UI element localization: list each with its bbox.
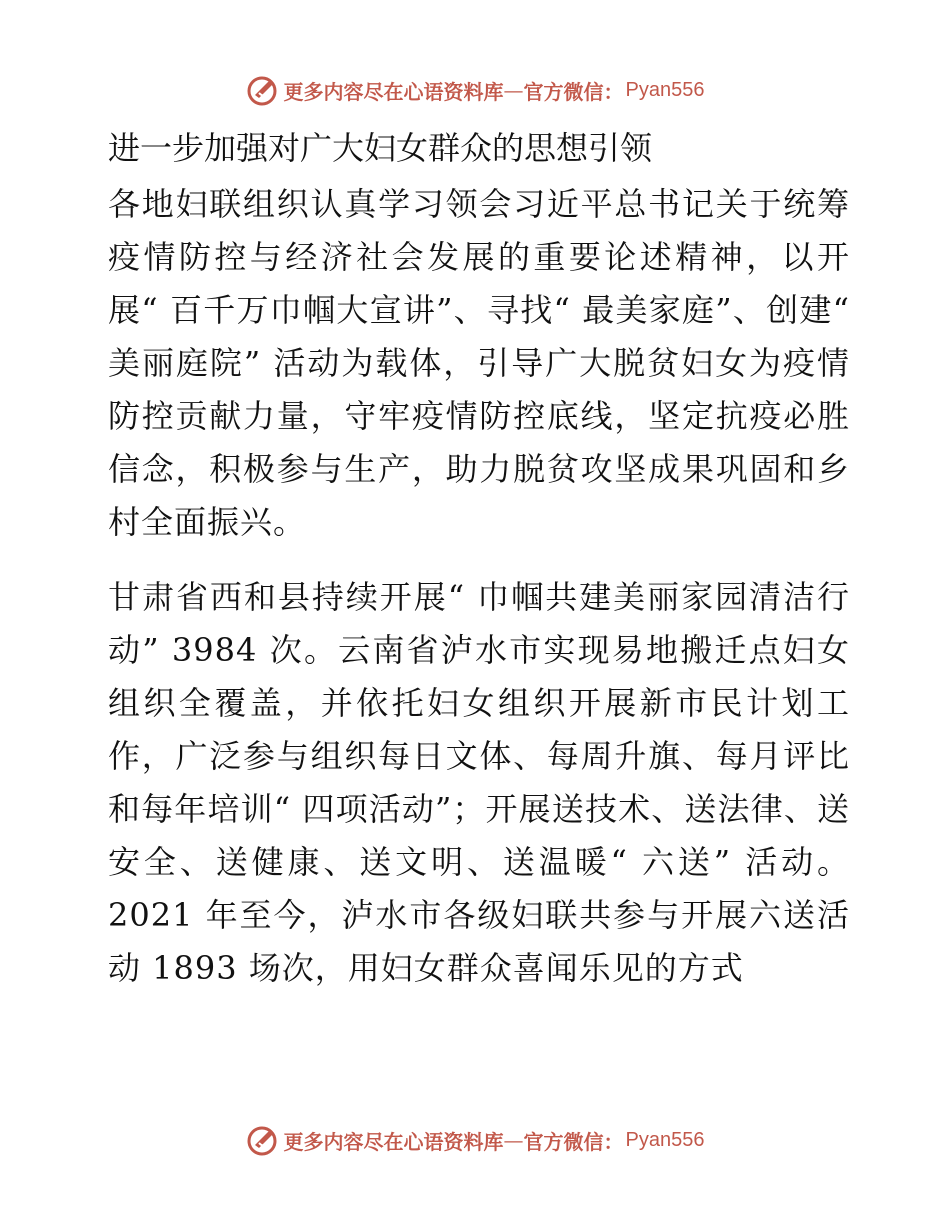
logo-icon <box>246 1123 280 1157</box>
paragraph-1: 各地妇联组织认真学习领会习近平总书记关于统筹疫情防控与经济社会发展的重要论述精神，以开展“ 百千万巾帼大宣讲”、寻找“ 最美家庭”、创建“ 美丽庭院” 活动为载体，引导广大脱贫妇女为疫情防控贡献力量，守牢疫情防控底线，坚定抗疫必胜信念，积极参与生产，助力脱贫攻坚成果巩固和乡村全面振兴。 <box>108 185 850 541</box>
logo-icon <box>246 73 280 107</box>
section-heading: 进一步加强对广大妇女群众的思想引领 <box>108 129 653 167</box>
banner-wechat-label: 官方微信： <box>523 1129 624 1154</box>
footer-watermark-banner <box>0 1120 950 1160</box>
document-body <box>98 122 850 995</box>
banner-wechat-id: Pyan556 <box>625 78 705 101</box>
paragraph-2: 甘肃省西和县持续开展“ 巾帼共建美丽家园清洁行动” 3984 次。云南省泸水市实现易地搬迁点妇女组织全覆盖，并依托妇女组织开展新市民计划工作，广泛参与组织每日文体、每周升旗、每月评比和每年培训“ 四项活动”；开展送技术、送法律、送安全、送健康、送文明、送温暖“ 六送” 活动。2021 年至今，泸水市各级妇联共参与开展六送活动 1893 场次，用妇女群众喜闻乐见的方式 <box>108 578 850 987</box>
banner-site-text: 更多内容尽在心语资料库 <box>283 1129 504 1154</box>
banner-wechat-id: Pyan556 <box>625 1128 705 1151</box>
banner-dash: — <box>503 1128 524 1152</box>
header-watermark-banner <box>0 70 950 110</box>
banner-site-text: 更多内容尽在心语资料库 <box>283 79 504 104</box>
banner-wechat-label: 官方微信： <box>523 79 624 104</box>
banner-dash: — <box>503 78 524 102</box>
